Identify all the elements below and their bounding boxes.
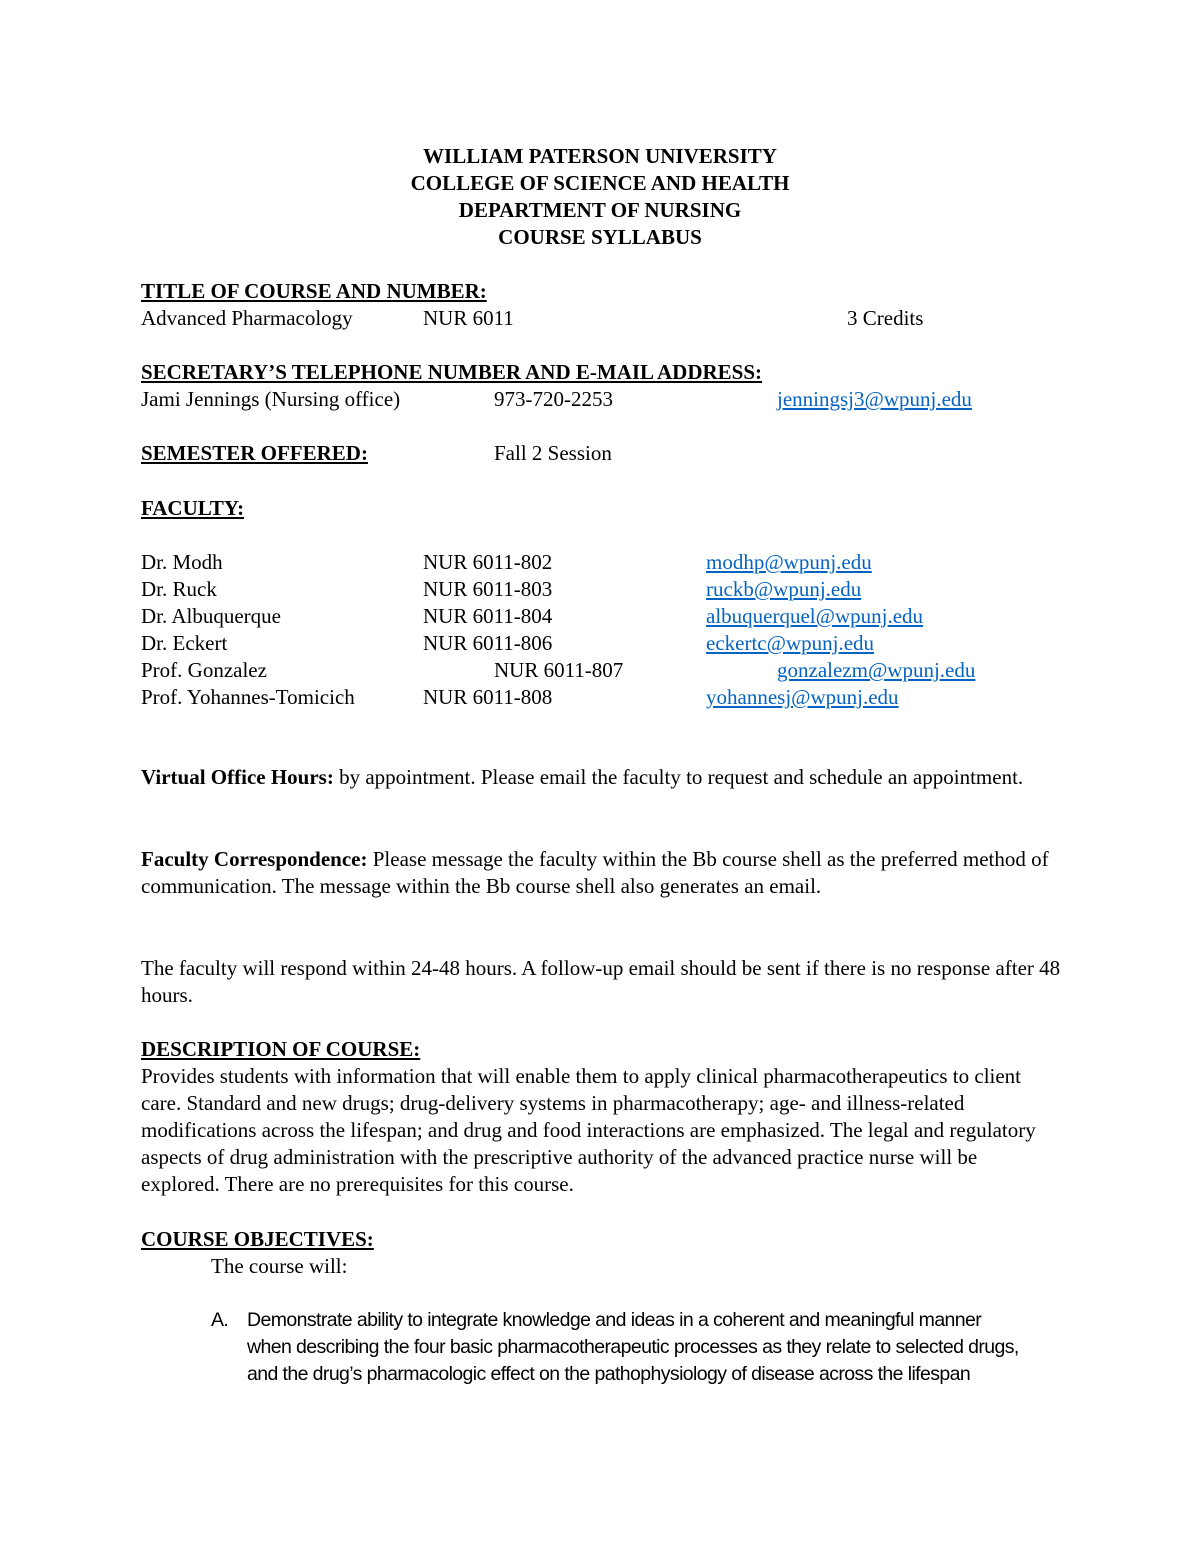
faculty-name: Prof. Yohannes-Tomicich bbox=[141, 685, 355, 709]
university-name: WILLIAM PATERSON UNIVERSITY bbox=[423, 144, 777, 168]
description-paragraph bbox=[141, 1063, 1061, 1198]
semester-value: Fall 2 Session bbox=[494, 441, 612, 465]
description-text: Provides students with information that will enable them to apply clinical pharmacotherapeutics to client care. Standard and new drugs; drug-delivery systems in pharmacotherapy; age- and illness-related modifications across the lifespan; and drug and food interactions are emphasized. The legal and regulatory aspects of drug administration with the prescriptive authority of the advanced practice nurse will be explored. There are no prerequisites for this course. bbox=[141, 1064, 1036, 1196]
correspondence-label: Faculty Correspondence: bbox=[141, 847, 368, 871]
faculty-email-link[interactable]: yohannesj@wpunj.edu bbox=[706, 685, 899, 709]
response-time-text: The faculty will respond within 24-48 hours. A follow-up email should be sent if there is no response after 48 hours. bbox=[141, 956, 1061, 1007]
correspondence-text: Please message the faculty within the Bb course shell as the preferred method of communication. The message within the Bb course shell also generates an email. bbox=[141, 847, 1049, 898]
faculty-section: NUR 6011-807 bbox=[494, 658, 624, 682]
office-hours-paragraph bbox=[141, 764, 1061, 791]
office-hours-label: Virtual Office Hours: bbox=[141, 765, 334, 789]
secretary-email-link[interactable]: jenningsj3@wpunj.edu bbox=[777, 387, 972, 411]
course-credits: 3 Credits bbox=[847, 306, 924, 330]
faculty-section: NUR 6011-808 bbox=[423, 685, 553, 709]
office-hours-text: by appointment. Please email the faculty to request and schedule an appointment. bbox=[333, 765, 1024, 789]
course-title-heading: TITLE OF COURSE AND NUMBER: bbox=[141, 279, 487, 303]
faculty-name: Prof. Gonzalez bbox=[141, 658, 267, 682]
faculty-section: NUR 6011-804 bbox=[423, 604, 553, 628]
course-name: Advanced Pharmacology bbox=[141, 306, 353, 330]
faculty-heading: FACULTY: bbox=[141, 496, 245, 520]
secretary-phone: 973-720-2253 bbox=[494, 387, 613, 411]
document-type: COURSE SYLLABUS bbox=[498, 225, 702, 249]
description-heading: DESCRIPTION OF COURSE: bbox=[141, 1037, 421, 1061]
semester-heading: SEMESTER OFFERED: bbox=[141, 441, 368, 465]
faculty-email-link[interactable]: modhp@wpunj.edu bbox=[706, 550, 872, 574]
faculty-name: Dr. Ruck bbox=[141, 577, 217, 601]
response-time-paragraph bbox=[141, 955, 1061, 1009]
secretary-heading: SECRETARY’S TELEPHONE NUMBER AND E-MAIL ADDRESS: bbox=[141, 360, 763, 384]
objective-line: when describing the four basic pharmacotherapeutic processes as they relate to selected drugs, bbox=[247, 1336, 1019, 1358]
department-name: DEPARTMENT OF NURSING bbox=[458, 198, 742, 222]
faculty-name: Dr. Eckert bbox=[141, 631, 228, 655]
course-number: NUR 6011 bbox=[423, 306, 514, 330]
faculty-name: Dr. Albuquerque bbox=[141, 604, 281, 628]
faculty-email-link[interactable]: gonzalezm@wpunj.edu bbox=[777, 658, 976, 682]
objectives-intro: The course will: bbox=[211, 1254, 348, 1278]
objectives-heading: COURSE OBJECTIVES: bbox=[141, 1227, 374, 1251]
objective-line: Demonstrate ability to integrate knowledge and ideas in a coherent and meaningful manner bbox=[247, 1309, 982, 1331]
faculty-email-link[interactable]: albuquerquel@wpunj.edu bbox=[706, 604, 924, 628]
faculty-name: Dr. Modh bbox=[141, 550, 223, 574]
objective-marker: A. bbox=[211, 1309, 229, 1331]
faculty-section: NUR 6011-806 bbox=[423, 631, 553, 655]
faculty-section: NUR 6011-802 bbox=[423, 550, 553, 574]
faculty-email-link[interactable]: ruckb@wpunj.edu bbox=[706, 577, 862, 601]
correspondence-paragraph bbox=[141, 846, 1061, 900]
college-name: COLLEGE OF SCIENCE AND HEALTH bbox=[410, 171, 790, 195]
secretary-name: Jami Jennings (Nursing office) bbox=[141, 387, 401, 411]
objective-line: and the drug’s pharmacologic effect on the pathophysiology of disease across the lifespan bbox=[247, 1363, 971, 1385]
faculty-email-link[interactable]: eckertc@wpunj.edu bbox=[706, 631, 875, 655]
faculty-section: NUR 6011-803 bbox=[423, 577, 553, 601]
